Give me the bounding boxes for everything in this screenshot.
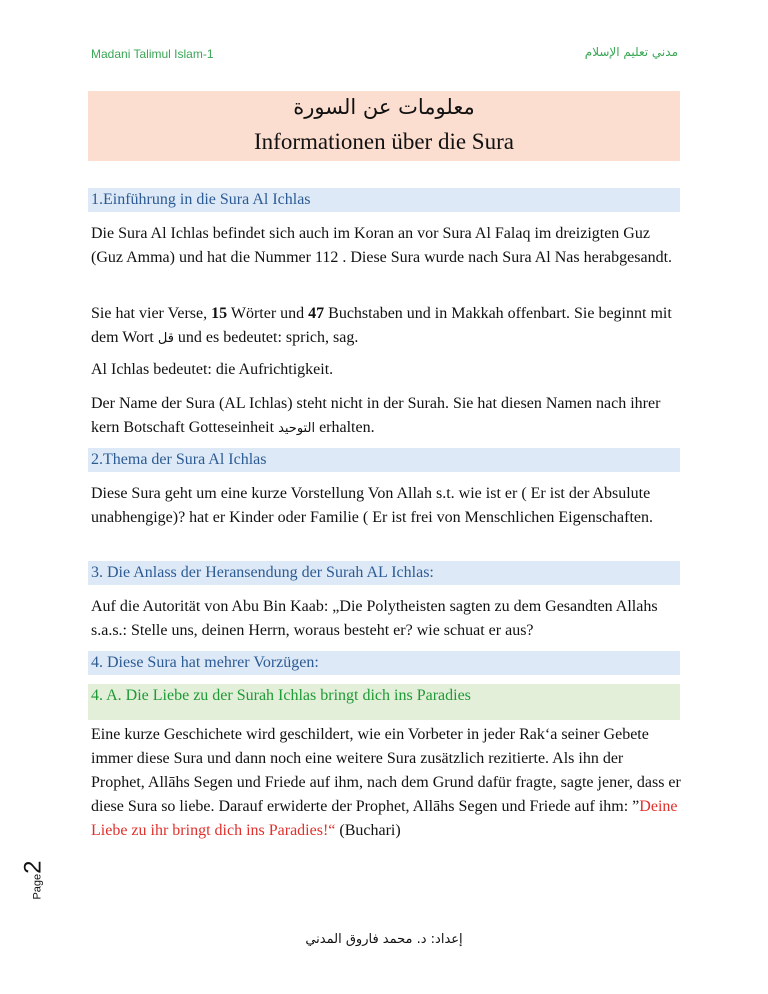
page-number-label [19,852,62,912]
paragraph-introduction: Die Sura Al Ichlas befindet sich auch im Koran an vor Sura Al Falaq im dreizigten Guz (Guz Amma) und hat die Nummer 112 . Diese Sura wurde nach Sura Al Nas herabgesandt. [91,225,673,266]
section-heading-theme: 2.Thema der Sura Al Ichlas [88,448,680,472]
text-run: erhalten. [315,419,375,436]
paragraph-story [91,723,681,843]
title-arabic: معلومات عن السورة [293,95,475,119]
page-number: 2 [19,860,47,874]
text-run: Sie hat vier Verse, [91,305,212,322]
paragraph-verses [91,302,681,351]
title-box [88,91,680,161]
paragraph-theme: Diese Sura geht um eine kurze Vorstellung Von Allah s.t. wie ist er ( Er ist der Absulute unabhengige)? hat er Kinder oder Familie ( Er ist frei von Menschlichen Eigenschaften. [91,485,654,526]
highlighted-quote: Deine Liebe zu ihr bringt dich ins Paradies!“ [91,798,678,839]
text-run: Buchstaben und in Makkah offenbart. Sie beginnt mit dem Wort [91,305,672,346]
header-right-title: مدني تعليم الإسلام [584,45,678,59]
letter-count: 47 [308,305,325,322]
footer-author: إعداد: د. محمد فاروق المدني [305,932,463,947]
section-heading-love-paradise: 4. A. Die Liebe zu der Surah Ichlas bringt dich ins Paradies [88,684,680,720]
section-heading-introduction: 1.Einführung in die Sura Al Ichlas [88,188,680,212]
text-run: und es bedeutet: sprich, sag. [173,329,359,346]
text-run: Eine kurze Geschichete wird geschildert, wie ein Vorbeter in jeder Rak‘a seiner Gebete immer diese Sura und dann noch eine weitere Sura zusätzlich rezitierte. Als ihn der Prophet, Allāhs Segen und Friede auf ihm, nach dem Grund dafür fragte, sagte jener, dass er diese Sura so liebe. Darauf erwiderte der Prophet, Allāhs Segen und Friede auf ihm: ” [91,726,681,815]
word-count: 15 [211,305,228,322]
section-heading-virtues: 4. Diese Sura hat mehrer Vorzügen: [88,651,680,675]
title-german: Informationen über die Sura [254,129,514,154]
arabic-word-qul: قل [157,331,174,346]
section-heading-occasion: 3. Die Anlass der Heransendung der Surah AL Ichlas: [88,561,680,585]
text-run: Der Name der Sura (AL Ichlas) steht nicht in der Surah. Sie hat diesen Namen nach ihrer kern Botschaft Gotteseinheit [91,395,661,436]
paragraph-name [91,392,681,441]
header-left-title: Madani Talimul Islam-1 [91,47,214,61]
page-word: Page [31,873,44,900]
paragraph-meaning: Al Ichlas bedeutet: die Aufrichtigkeit. [91,361,334,378]
text-run: Wörter und [227,305,309,322]
page-number-rotated [20,860,48,899]
arabic-word-tawhid: التوحيد [278,421,316,436]
text-run: (Buchari) [335,822,401,839]
paragraph-occasion: Auf die Autorität von Abu Bin Kaab: „Die Polytheisten sagten zu dem Gesandten Allahs s.a.s.: Stelle uns, deinen Herrn, woraus besteht er? wie schuat er aus? [91,598,658,639]
